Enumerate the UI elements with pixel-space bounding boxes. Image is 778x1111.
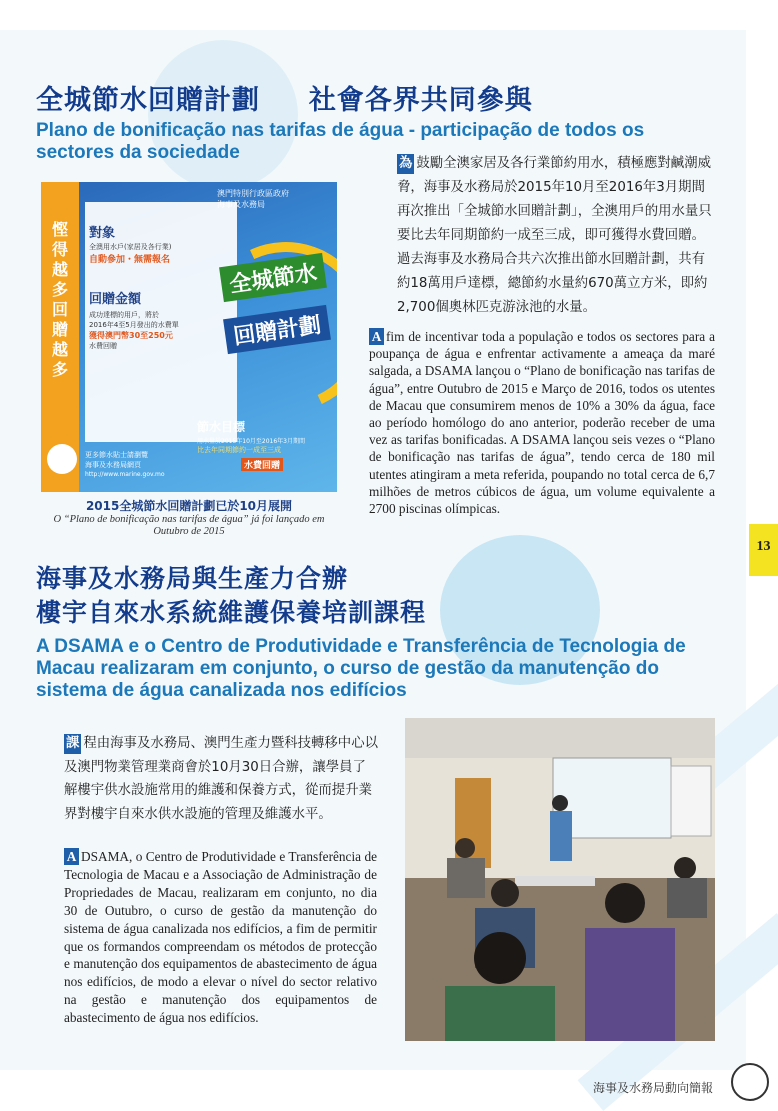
poster-caption-pt: O “Plano de bonificação nas tarifas de água” já foi lançado em Outubro de 2015 bbox=[53, 514, 325, 537]
article2-title-pt: A DSAMA e o Centro de Produtividade e Transferência de Tecnologia de Macau realizaram em conjunto, o curso de gestão da manutenção do sistema de água canalizada nos edifícios bbox=[36, 636, 686, 701]
article1-body-zh-text: 鼓勵全澳家居及各行業節約用水，積極應對鹹潮威脅，海事及水務局於2015年10月至2016年3月期間再次推出「全城節水回贈計劃」，全澳用戶的用水量只要比去年同期節約一成至三成，即可獲得水費回贈。過去海事及水務局合共六次推出節水回贈計劃，共有約18萬用戶達標，總節約水量約670萬立方米，即約2,700個奧林匹克游泳池的水量。 bbox=[397, 156, 712, 315]
attendee-head bbox=[491, 879, 519, 907]
attendee-head bbox=[455, 838, 475, 858]
poster-goal-highlight: 水費回贈 bbox=[241, 458, 283, 471]
poster-amount-line: 成功達標的用戶，將於 bbox=[89, 311, 159, 319]
dropcap: 課 bbox=[64, 734, 81, 754]
article1-title-zh-part-b: 社會各界共同參與 bbox=[308, 85, 533, 116]
article1-title-pt: Plano de bonificação nas tarifas de água - participação de todos os sectores da sociedade bbox=[36, 120, 645, 163]
poster-heading-amount: 回贈金額 bbox=[89, 292, 142, 307]
poster-more-line: 海事及水務局網頁 bbox=[85, 461, 141, 469]
desk bbox=[515, 876, 595, 886]
poster-url: http://www.marine.gov.mo bbox=[85, 471, 165, 478]
poster-target-line: 全澳用水戶(家居及各行業) bbox=[89, 243, 172, 251]
attendee-head bbox=[605, 883, 645, 923]
article1-title-zh bbox=[36, 78, 533, 117]
training-photo-illustration bbox=[405, 718, 715, 1041]
poster-amount-line: 2016年4至5月發出的水費單 bbox=[89, 321, 179, 329]
article2-body-pt-text: DSAMA, o Centro de Produtividade e Transferência de Tecnologia de Macau e a Associação de Administração de Propriedades de Macau, realizaram em conjunto, no dia 30 de Outubro, o curso de gestão da manutenção do sistema de água canalizada nos edifícios, a fim de permitir que os formandos compreendam os métodos de protecção e manutenção dos equipamentos de abastecimento de água nos edifícios, de modo a elevar o nível do sector relativo na gestão e manutenção dos equipamentos de abastecimento de água nos edifícios. bbox=[64, 849, 377, 1026]
poster-heading-goal: 節水目標 bbox=[197, 420, 246, 434]
article1-body-pt-text: fim de incentivar toda a população e todos os sectores para a poupança de água e enfrentar activamente a ameaça da maré salgada, a DSAMA lançou o “Plano de bonificação nas tarifas de água”, entre Outubro de 2015 e Março de 2016, todos os utentes de Macau que consumirem menos de 10% a 30% da água, face ao período homólogo do ano anterior, poderão receber de uma vez as tarifas bonificadas. A DSAMA lançou seis vezes o “Plano de bonificação nas tarifas de água”, tendo cerca de 180 mil utentes atingiram a meta referida, poupando no total cerca de 6,7 milhões de metros cúbicos de água, um volume equivalente a 2700 piscinas olímpicas. bbox=[369, 329, 715, 517]
article2-title-zh-line: 海事及水務局與生產力合辦 bbox=[36, 564, 349, 593]
campaign-poster bbox=[41, 182, 337, 492]
dropcap: 為 bbox=[397, 154, 414, 174]
article2-body-zh-text: 程由海事及水務局、澳門生產力暨科技轉移中心以及澳門物業管理業商會於10月30日合辦，讓學員了解樓宇供水設施常用的維護和保養方式，從而提升業界對樓宇自來水供水設施的管理及維護水平。 bbox=[64, 736, 378, 822]
ceiling bbox=[405, 718, 715, 758]
attendee-body bbox=[447, 858, 485, 898]
poster-amount-highlight: 獲得澳門幣30至250元 bbox=[89, 331, 173, 340]
article2-body-zh bbox=[64, 732, 378, 826]
poster-target-highlight: 自動參加・無需報名 bbox=[89, 255, 171, 265]
presenter-body bbox=[550, 811, 572, 861]
footer-publication: 海事及水務局動向簡報 bbox=[593, 1081, 714, 1095]
training-photo bbox=[405, 718, 715, 1041]
poster-amount-line: 水費回贈 bbox=[89, 342, 117, 350]
article2-title-zh-line: 樓宇自來水系統維護保養培訓課程 bbox=[36, 598, 427, 627]
poster-heading-target: 對象 bbox=[89, 226, 116, 241]
dropcap: A bbox=[64, 848, 79, 865]
article1-body-zh bbox=[397, 152, 715, 320]
article1-body-pt bbox=[369, 328, 715, 517]
poster-caption-zh: 2015全城節水回贈計劃已於10月展開 bbox=[85, 499, 293, 513]
poster-goal-line: 比去年同期節約一成至三成 bbox=[197, 446, 281, 454]
page-number: 13 bbox=[756, 539, 771, 554]
poster-vertical-slogan: 慳得越多回贈越多 bbox=[51, 220, 68, 379]
whiteboard bbox=[671, 766, 711, 836]
poster-logo-icon bbox=[47, 444, 77, 474]
poster-more-line: 更多節水貼士請瀏覽 bbox=[85, 451, 148, 459]
article2-body-pt bbox=[64, 848, 377, 1027]
attendee-head bbox=[474, 932, 526, 984]
poster-agency-sub: 海事及水務局 bbox=[217, 200, 265, 209]
poster-big-title: 回贈計劃 bbox=[223, 305, 331, 354]
attendee-body bbox=[585, 928, 675, 1041]
article1-title-zh-part-a: 全城節水回贈計劃 bbox=[36, 85, 260, 116]
agency-logo-icon bbox=[731, 1063, 769, 1101]
poster-big-title: 全城節水 bbox=[219, 253, 327, 302]
attendee-body bbox=[445, 986, 555, 1041]
attendee-body bbox=[667, 878, 707, 918]
presenter-head bbox=[552, 795, 568, 811]
dropcap: A bbox=[369, 328, 384, 345]
poster-agency: 澳門特別行政區政府 bbox=[217, 189, 289, 198]
poster-goal-line: 用水量於2015年10月至2016年3月期間 bbox=[197, 438, 305, 445]
article2-title-zh bbox=[36, 562, 426, 630]
attendee-head bbox=[674, 857, 696, 879]
